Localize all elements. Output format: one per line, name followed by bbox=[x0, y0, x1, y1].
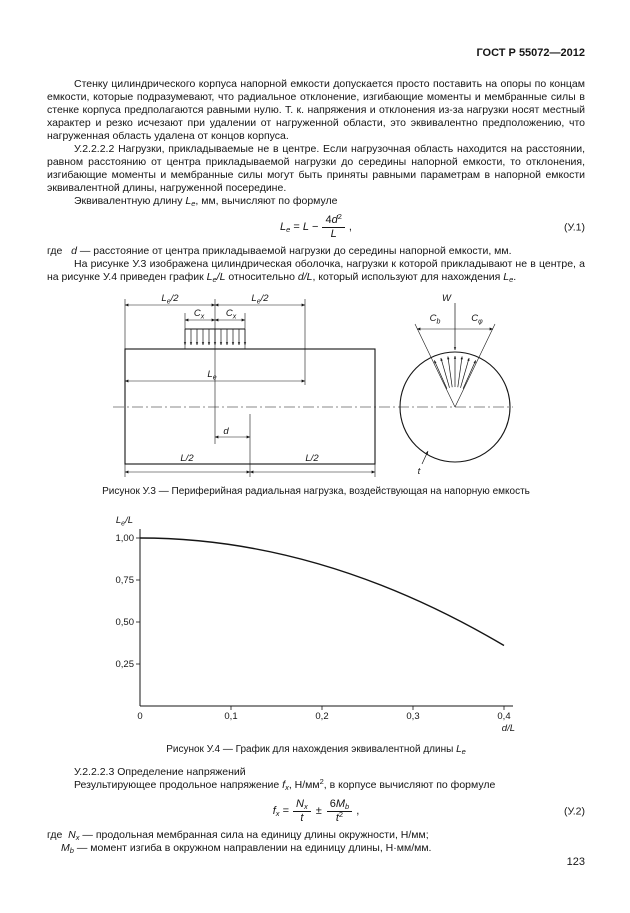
formula-u2-lhs: $f_x$ = bbox=[272, 805, 289, 818]
dim-label-l2-left: L/2 bbox=[180, 453, 194, 464]
paragraph-clause-u2-2-2-2: У.2.2.2.2 Нагрузки, прикладываемые не в центре. Если нагрузочная область находится на расстоянии, равном расстоянию от центра прикладываемой нагрузки до середины напорной емкости, то отклонения, изгибающие моменты и мембранные силы могут быть приняты равными параметрам в напорной емкости эквивалентной длины, нагруженной посередине. bbox=[47, 143, 585, 194]
dim-label-cx-left: $C_x$ bbox=[193, 308, 205, 321]
paragraph-resulting-stress: Результирующее продольное напряжение $f_x$, $Н/мм^2$, в корпусе вычисляют по формуле bbox=[74, 777, 496, 792]
figure-u3-caption: Рисунок У.3 — Периферийная радиальная нагрузка, воздействующая на напорную емкость bbox=[102, 486, 530, 497]
formula-u2-fraction-1 bbox=[293, 799, 311, 824]
formula-u1-fraction bbox=[322, 212, 344, 240]
formula-u1-lhs: $L_e = L$ − bbox=[280, 221, 319, 234]
figure-u3-drawing bbox=[95, 289, 515, 481]
label-cb: $C_b$ bbox=[429, 313, 441, 326]
fraction-numerator: $6M_b$ bbox=[327, 799, 352, 812]
fraction-denominator: t bbox=[300, 812, 304, 824]
formula-u1-expression bbox=[280, 212, 352, 240]
paragraph-where-mb: $M_b$ — момент изгиба в окружном направлении на единицу длины, Н·мм/мм. bbox=[61, 842, 432, 855]
paragraph-where-nx: где $N_x$ — продольная мембранная сила на единицу длины окружности, Н/мм; bbox=[47, 829, 429, 842]
radial-load-fan bbox=[434, 356, 475, 389]
label-cphi: $C_\varphi$ bbox=[471, 313, 483, 326]
figure-u4 bbox=[95, 511, 585, 739]
y-tick-label: 0,25 bbox=[115, 659, 134, 670]
y-tick-label: 0,50 bbox=[115, 617, 134, 628]
x-tick-label: 0,3 bbox=[406, 711, 420, 722]
formula-u2 bbox=[47, 799, 585, 824]
figure-u4-chart bbox=[95, 511, 525, 739]
x-axis-label: d/L bbox=[501, 723, 515, 734]
dim-label-cx-right: $C_x$ bbox=[225, 308, 237, 321]
dim-label-l2-right: L/2 bbox=[305, 453, 319, 464]
dim-label-d: d bbox=[223, 426, 229, 437]
dim-label-le2-right: $L_e/2$ bbox=[251, 293, 269, 306]
y-tick-label: 0,75 bbox=[115, 575, 134, 586]
paragraph-intro: Стенку цилиндрического корпуса напорной емкости допускается просто поставить на опоры по концам емкости, которые подразумевают, что радиальное отклонение, изгибающие моменты и мембранные силы в стенке корпуса предполагаются равными нулю. Т. к. напряжения и отклонения из-за нагрузки носят местный характер и резко исчезают при удалении от нагруженной области, это эквивалентно предположению, что нагруженная область удалена от концов корпуса. bbox=[47, 78, 585, 142]
fraction-denominator: L bbox=[330, 228, 337, 240]
plus-minus-sign: ± bbox=[315, 805, 322, 817]
paragraph-where-d: где d — расстояние от центра прикладываемой нагрузки до середины напорной емкости, мм. bbox=[47, 245, 512, 257]
formula-u1-comma: , bbox=[348, 221, 352, 233]
y-axis-label: $L_e/L$ bbox=[115, 515, 133, 528]
formula-u1 bbox=[47, 212, 585, 240]
formula-u2-comma: , bbox=[356, 805, 360, 817]
chart-curve bbox=[140, 538, 504, 646]
dim-label-le: $L_e$ bbox=[207, 369, 217, 382]
formula-u1-number: (У.1) bbox=[563, 221, 585, 233]
fraction-denominator: $t^2$ bbox=[335, 810, 344, 824]
label-t: t bbox=[417, 466, 421, 477]
figure-u3 bbox=[95, 289, 585, 481]
section-heading-u2-2-2-3: У.2.2.2.3 Определение напряжений bbox=[74, 766, 246, 778]
figure-u4-caption: Рисунок У.4 — График для нахождения эквивалентной длины $L_e$ bbox=[166, 744, 466, 756]
load-strip bbox=[185, 329, 245, 345]
formula-u2-fraction-2 bbox=[327, 799, 352, 824]
doc-number: ГОСТ Р 55072—2012 bbox=[476, 47, 585, 59]
x-tick-label: 0,4 bbox=[497, 711, 511, 722]
x-tick-label: 0,2 bbox=[315, 711, 329, 722]
dim-label-le2-left: $L_e/2$ bbox=[161, 293, 179, 306]
page-number: 123 bbox=[566, 856, 585, 868]
x-tick-label: 0 bbox=[137, 711, 143, 722]
fraction-numerator: $4d^2$ bbox=[322, 215, 344, 228]
extension-lines bbox=[125, 299, 375, 477]
fraction-numerator: $N_x$ bbox=[293, 799, 311, 812]
paragraph-equivalent-length: Эквивалентную длину $L_e$, мм, вычисляют по формуле bbox=[74, 195, 338, 208]
formula-u2-number: (У.2) bbox=[563, 805, 585, 817]
formula-u2-expression bbox=[273, 799, 360, 824]
y-tick-label: 1,00 bbox=[115, 533, 134, 544]
label-w: W bbox=[442, 293, 451, 304]
x-tick-label: 0,1 bbox=[224, 711, 238, 722]
page-content bbox=[47, 78, 585, 855]
paragraph-figure-refs: На рисунке У.3 изображена цилиндрическая оболочка, нагрузки к которой прикладывают не в центре, а на рисунке У.4 приведен график $L_e/L$ относительно d/L, который используют для нахождения $L_e$. bbox=[47, 258, 585, 284]
